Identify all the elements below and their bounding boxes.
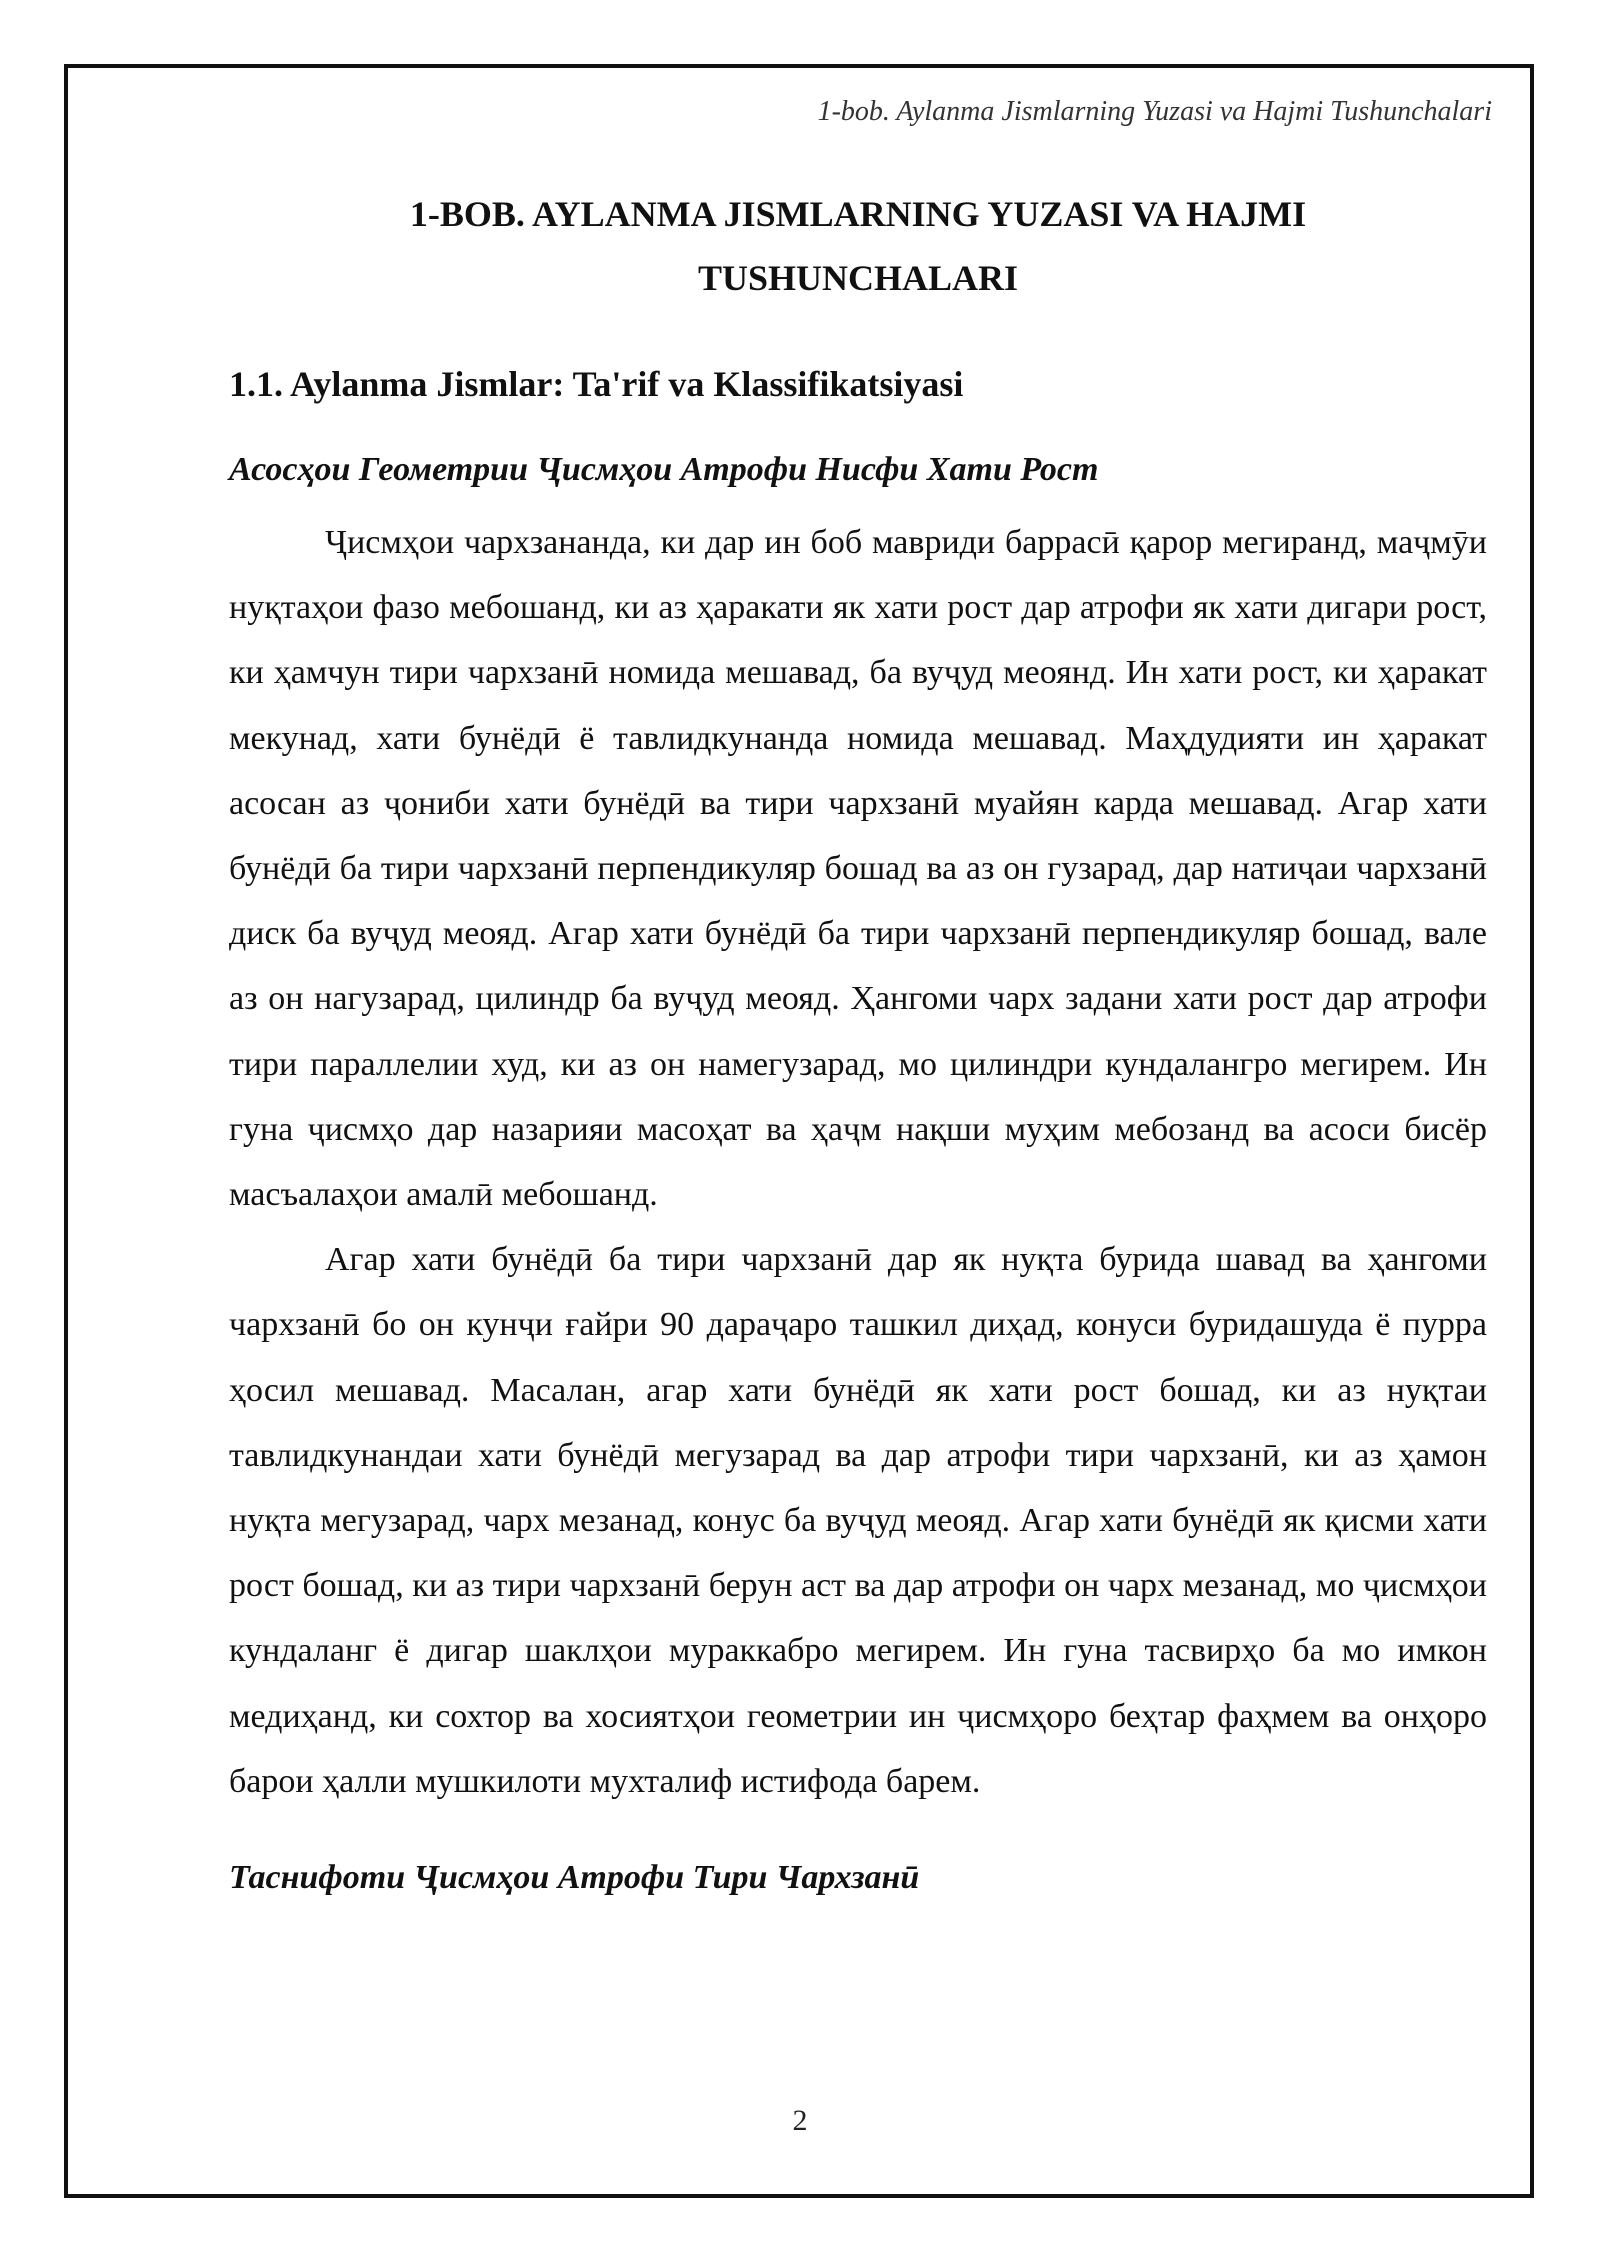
page-content bbox=[229, 182, 1487, 1918]
chapter-title: 1-BOB. AYLANMA JISMLARNING YUZASI VA HAJMI TUSHUNCHALARI bbox=[409, 194, 1307, 298]
section-title: 1.1. Aylanma Jismlar: Ta'rif va Klassifikatsiyasi bbox=[229, 364, 964, 404]
subsection-title-foundations: Асосҳои Геометрии Ҷисмҳои Атрофи Нисфи Хати Рост bbox=[229, 451, 1099, 488]
page-number: 2 bbox=[792, 2104, 808, 2137]
body-paragraph-1: Ҷисмҳои чархзананда, ки дар ин боб мавриди баррасӣ қарор мегиранд, маҷмӯи нуқтаҳои фазо мебошанд, ки аз ҳаракати як хати рост дар атрофи як хати дигари рост, ки ҳамчун тири чархзанӣ номида мешавад, ба вуҷуд меоянд. Ин хати рост, ки ҳаракат мекунад, хати бунёдӣ ё тавлидкунанда номида мешавад. Маҳдудияти ин ҳаракат асосан аз ҷониби хати бунёдӣ ва тири чархзанӣ муайян карда мешавад. Агар хати бунёдӣ ба тири чархзанӣ перпендикуляр бошад ва аз он гузарад, дар натиҷаи чархзанӣ диск ба вуҷуд меояд. Агар хати бунёдӣ ба тири чархзанӣ перпендикуляр бошад, вале аз он нагузарад, цилиндр ба вуҷуд меояд. Ҳангоми чарх задани хати рост дар атрофи тири параллелии худ, ки аз он намегузарад, мо цилиндри кундалангро мегирем. Ин гуна ҷисмҳо дар назарияи масоҳат ва ҳаҷм нақши муҳим мебозанд ва асоси бисёр масъалаҳои амалӣ мебошанд. bbox=[229, 524, 1487, 1214]
subsection-title-classification: Таснифоти Ҷисмҳои Атрофи Тири Чархзанӣ bbox=[229, 1859, 920, 1897]
body-paragraph-2: Агар хати бунёдӣ ба тири чархзанӣ дар як нуқта бурида шавад ва ҳангоми чархзанӣ бо он кунҷи ғайри 90 дараҷаро ташкил диҳад, конуси буридашуда ё пурра ҳосил мешавад. Масалан, агар хати бунёдӣ як хати рост бошад, ки аз нуқтаи тавлидкунандаи хати бунёдӣ мегузарад ва дар атрофи тири чархзанӣ, ки аз ҳамон нуқта мегузарад, чарх мезанад, конус ба вуҷуд меояд. Агар хати бунёдӣ як қисми хати рост бошад, ки аз тири чархзанӣ берун аст ва дар атрофи он чарх мезанад, мо ҷисмҳои кундаланг ё дигар шаклҳои мураккабро мегирем. Ин гуна тасвирҳо ба мо имкон медиҳанд, ки сохтор ва хосиятҳои геометрии ин ҷисмҳоро беҳтар фаҳмем ва онҳоро барои ҳалли мушкилоти мухталиф истифода барем. bbox=[229, 1241, 1487, 1800]
running-header: 1-bob. Aylanma Jismlarning Yuzasi va Hajmi Tushunchalari bbox=[817, 96, 1492, 127]
